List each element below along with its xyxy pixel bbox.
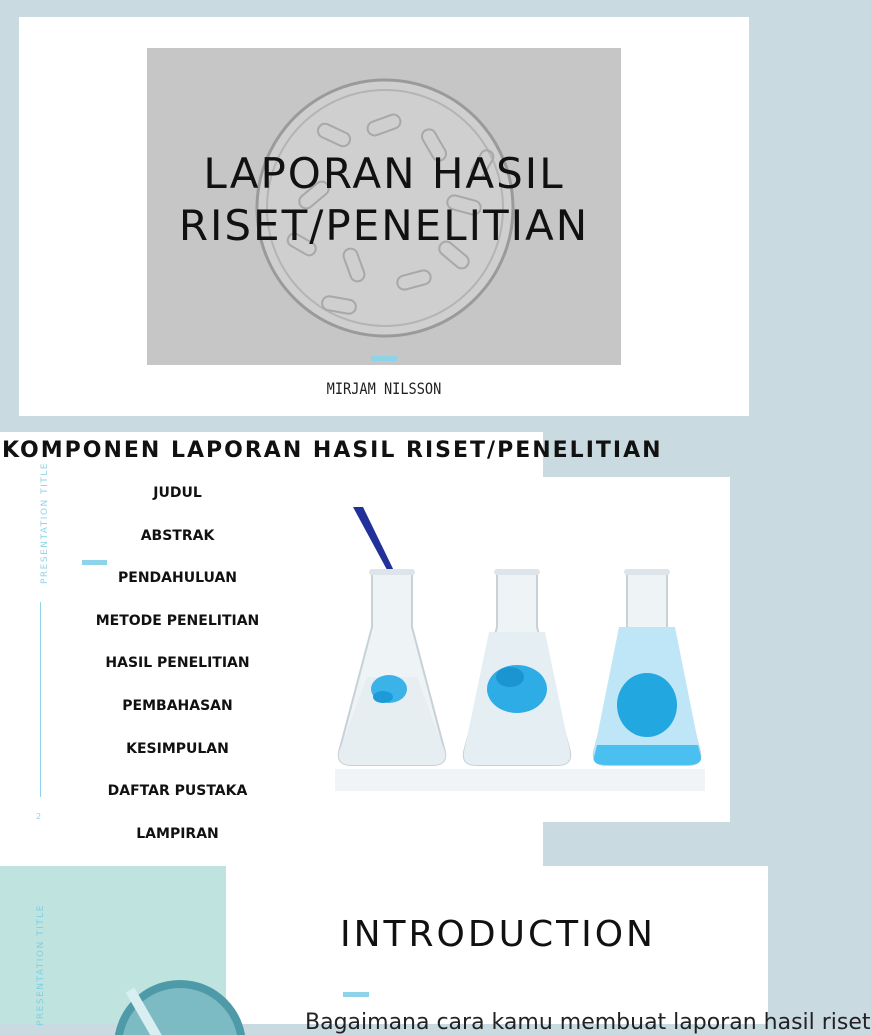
list-item: PEMBAHASAN bbox=[122, 697, 233, 714]
title-line-2: RISET/PENELITIAN bbox=[178, 201, 590, 250]
title-line-1: LAPORAN HASIL bbox=[203, 149, 565, 198]
slide-heading: KOMPONEN LAPORAN HASIL RISET/PENELITIAN bbox=[2, 438, 663, 463]
list-item: KESIMPULAN bbox=[126, 740, 229, 757]
vertical-label bbox=[20, 462, 60, 592]
components-list bbox=[70, 482, 285, 865]
accent-bar bbox=[371, 356, 397, 361]
list-item: ABSTRAK bbox=[140, 527, 215, 544]
list-item: LAMPIRAN bbox=[136, 825, 219, 842]
body-text bbox=[305, 1010, 871, 1035]
vertical-label-text: PRESENTATION TITLE bbox=[36, 904, 46, 1026]
list-item: HASIL PENELITIAN bbox=[105, 655, 250, 672]
body-text-fragment: Bagaimana cara kamu membuat laporan hasil riset bbox=[305, 1010, 871, 1035]
components-slide bbox=[0, 432, 768, 866]
introduction-slide bbox=[0, 866, 871, 1035]
lab-photo-circle bbox=[0, 866, 226, 1024]
author-name: MIRJAM NILSSON bbox=[326, 379, 442, 398]
vertical-divider bbox=[40, 602, 41, 797]
slide-title: INTRODUCTION bbox=[340, 914, 656, 955]
vertical-label-text: PRESENTATION TITLE bbox=[40, 462, 50, 584]
title-slide bbox=[0, 0, 768, 432]
list-item: DAFTAR PUSTAKA bbox=[107, 783, 248, 800]
accent-bar bbox=[343, 992, 369, 997]
list-item: PENDAHULUAN bbox=[118, 570, 237, 587]
page-number: 2 bbox=[36, 812, 42, 821]
list-item: JUDUL bbox=[153, 485, 202, 501]
flasks-illustration bbox=[305, 477, 730, 822]
mint-panel bbox=[0, 866, 226, 1024]
list-item: METODE PENELITIAN bbox=[95, 612, 260, 629]
flasks-photo bbox=[305, 477, 730, 822]
presentation-title bbox=[147, 148, 621, 252]
